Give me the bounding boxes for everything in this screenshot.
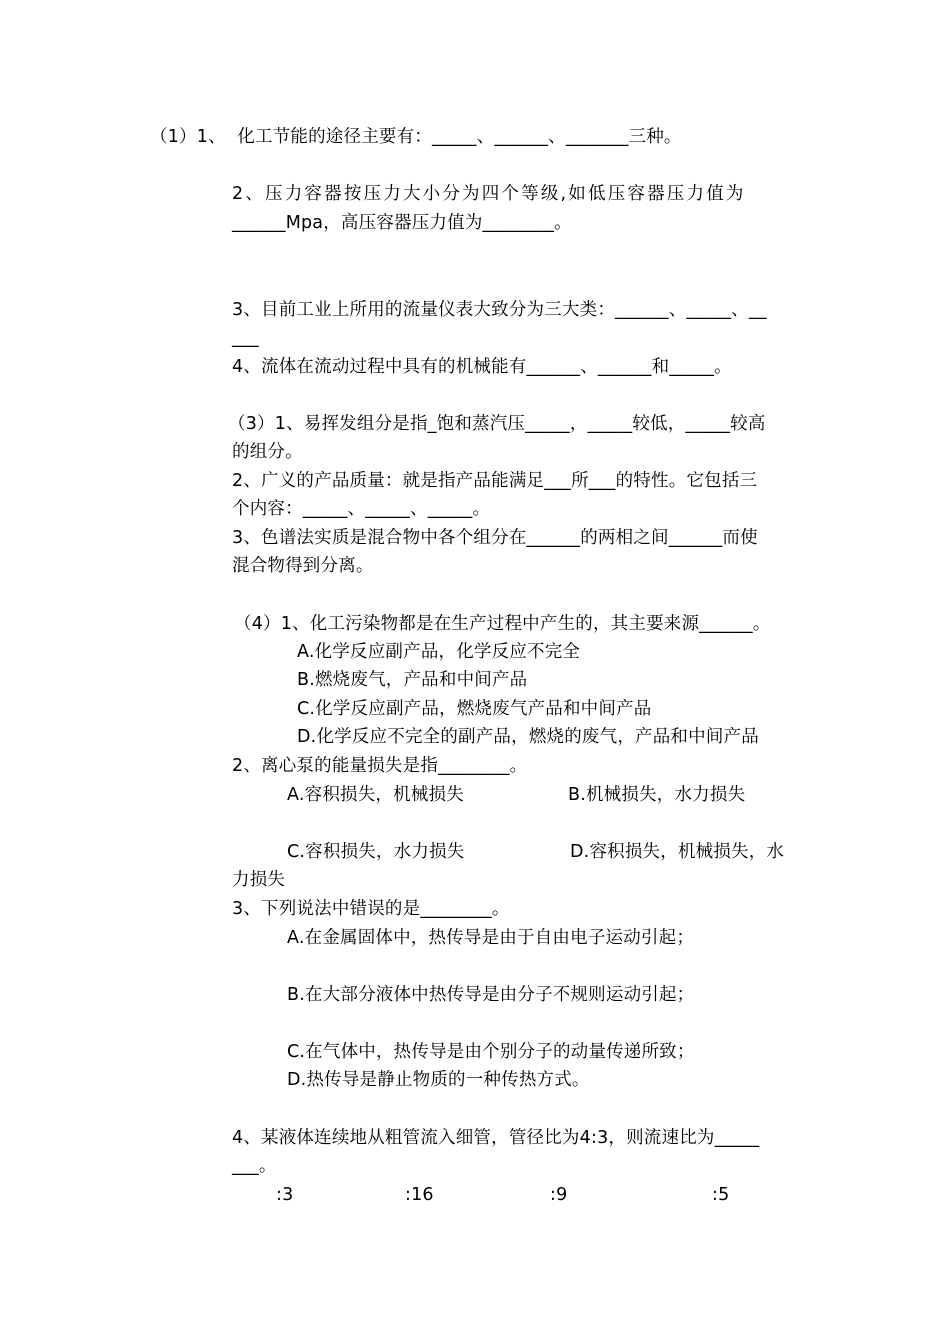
s4-question-3: 3、下列说法中错误的是________。 [232,899,510,919]
s1-question-2-line-2: ______Mpa，高压容器压力值为________。 [232,213,572,233]
s4-q4-option-b: :16 [405,1185,434,1205]
s3-question-3-line-1: 3、色谱法实质是混合物中各个组分在______的两相之间______而使 [232,528,758,548]
s4-q2-option-d: D.容积损失，机械损失，水 [570,842,785,862]
s3-question-1-line-1: （3）1、易挥发组分是指_饱和蒸汽压_____，_____较低，_____较高 [228,414,766,434]
s4-q4-option-c: :9 [550,1185,568,1205]
s4-q3-option-c: C.在气体中，热传导是由个别分子的动量传递所致； [287,1042,695,1062]
s4-q1-option-d: D.化学反应不完全的副产品，燃烧的废气，产品和中间产品 [297,727,759,747]
s1-question-1: （1）1、 化工节能的途径主要有：_____、______、_______三种。 [150,127,682,147]
s4-q2-option-d-continued: 力损失 [232,870,286,890]
s1-question-3-line-1: 3、目前工业上所用的流量仪表大致分为三大类：______、_____、__ [232,300,767,320]
s3-question-2-line-1: 2、广义的产品质量：就是指产品能满足___所___的特性。它包括三 [232,471,758,491]
s4-question-1: （4）1、化工污染物都是在生产过程中产生的，其主要来源______。 [234,614,771,634]
s4-question-2: 2、离心泵的能量损失是指________。 [232,756,528,776]
s4-q1-option-c: C.化学反应副产品，燃烧废气产品和中间产品 [297,699,652,719]
s4-q4-option-a: :3 [276,1185,294,1205]
s1-question-2-line-1: 2、压力容器按压力大小分为四个等级,如低压容器压力值为 [232,184,746,204]
s4-question-4-line-1: 4、某液体连续地从粗管流入细管，管径比为4:3，则流速比为_____ [232,1128,760,1148]
s4-q2-option-a: A.容积损失，机械损失 [287,785,464,805]
s4-question-4-line-2: ___。 [232,1156,277,1176]
s4-q3-option-a: A.在金属固体中，热传导是由于自由电子运动引起； [287,928,695,948]
s1-question-4: 4、流体在流动过程中具有的机械能有______、______和_____。 [232,357,732,377]
s4-q3-option-b: B.在大部分液体中热传导是由分子不规则运动引起； [287,985,695,1005]
s1-question-3-line-2: ___ [232,328,259,348]
s4-q1-option-a: A.化学反应副产品，化学反应不完全 [297,642,581,662]
s3-question-2-line-2: 个内容：_____、_____、_____。 [232,499,491,519]
s4-q4-option-d: :5 [712,1185,730,1205]
s3-question-3-line-2: 混合物得到分离。 [232,556,374,576]
s4-q2-option-c: C.容积损失，水力损失 [287,842,465,862]
s4-q2-option-b: B.机械损失，水力损失 [568,785,746,805]
s4-q1-option-b: B.燃烧废气，产品和中间产品 [297,670,528,690]
s4-q3-option-d: D.热传导是静止物质的一种传热方式。 [287,1070,590,1090]
s3-question-1-line-2: 的组分。 [232,442,303,462]
